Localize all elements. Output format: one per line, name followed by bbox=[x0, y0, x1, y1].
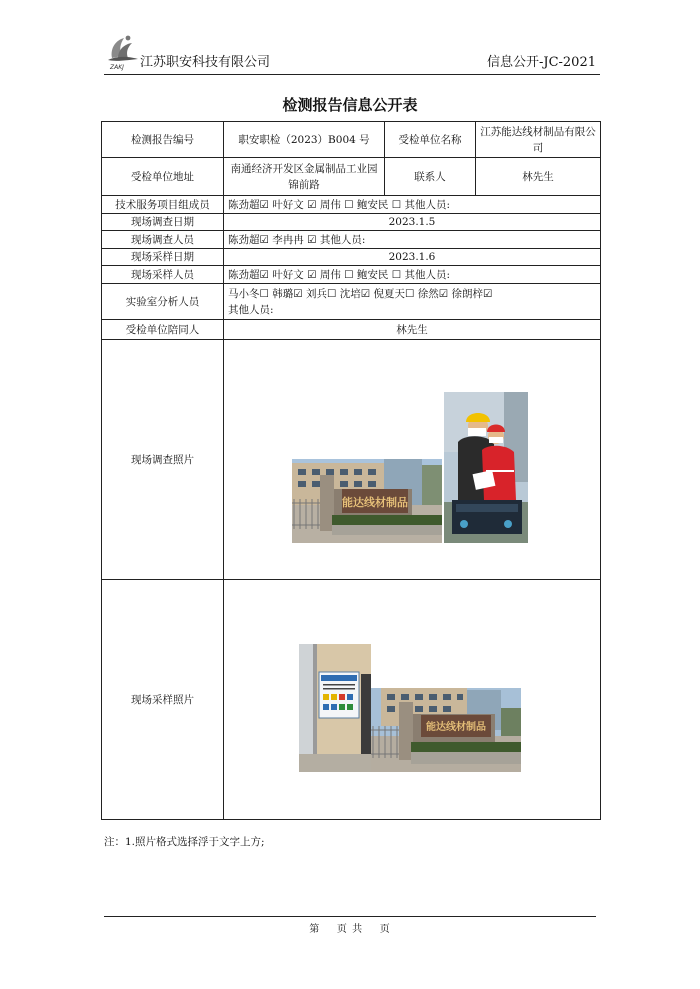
survey-photo-label: 现场调查照片 bbox=[102, 340, 224, 580]
escort-value: 林先生 bbox=[224, 320, 601, 340]
survey-date-label: 现场调查日期 bbox=[102, 214, 224, 231]
company-name: 江苏职安科技有限公司 bbox=[140, 55, 271, 70]
table-row bbox=[102, 214, 601, 231]
tech-team-value: 陈劲超☑ 叶好文 ☑ 周伟 ☐ 鲍安民 ☐ 其他人员: bbox=[224, 196, 601, 214]
sampling-sign-photo bbox=[299, 644, 371, 772]
survey-gate-photo bbox=[292, 459, 442, 543]
table-row bbox=[102, 196, 601, 214]
logo-text: ZAKJ bbox=[110, 64, 124, 71]
survey-workers-photo bbox=[444, 392, 528, 543]
page-header bbox=[104, 30, 600, 75]
company-logo bbox=[104, 32, 140, 72]
table-row bbox=[102, 320, 601, 340]
survey-staff-value: 陈劲超☑ 李冉冉 ☑ 其他人员: bbox=[224, 231, 601, 249]
sampling-staff-value: 陈劲超☑ 叶好文 ☑ 周伟 ☐ 鲍安民 ☐ 其他人员: bbox=[224, 266, 601, 284]
table-row bbox=[102, 122, 601, 158]
report-no-label: 检测报告编号 bbox=[102, 122, 224, 158]
sampling-date-value: 2023.1.6 bbox=[224, 249, 601, 266]
survey-gate-sign: 能达线材制品 bbox=[342, 496, 408, 509]
sampling-photo-label: 现场采样照片 bbox=[102, 580, 224, 820]
survey-staff-label: 现场调查人员 bbox=[102, 231, 224, 249]
contact-value: 林先生 bbox=[476, 158, 601, 196]
unit-name-value: 江苏能达线材制品有限公司 bbox=[476, 122, 601, 158]
unit-address-value: 南通经济开发区金属制品工业园锦前路 bbox=[224, 158, 385, 196]
lab-staff-cell bbox=[224, 284, 601, 320]
footer-rule bbox=[104, 916, 596, 917]
survey-date-value: 2023.1.5 bbox=[224, 214, 601, 231]
page-title: 检测报告信息公开表 bbox=[282, 96, 418, 114]
sampling-staff-label: 现场采样人员 bbox=[102, 266, 224, 284]
table-row bbox=[102, 249, 601, 266]
lab-staff-label: 实验室分析人员 bbox=[102, 284, 224, 320]
page-number: 第 页 共 页 bbox=[309, 924, 391, 935]
table-row bbox=[102, 266, 601, 284]
document-number: 信息公开-JC-2021 bbox=[486, 55, 596, 70]
table-row bbox=[102, 158, 601, 196]
unit-name-label: 受检单位名称 bbox=[385, 122, 476, 158]
footnote: 注：1.照片格式选择浮于文字上方; bbox=[104, 836, 265, 848]
tech-team-label: 技术服务项目组成员 bbox=[102, 196, 224, 214]
sampling-date-label: 现场采样日期 bbox=[102, 249, 224, 266]
sampling-gate-photo bbox=[371, 688, 521, 772]
table-row bbox=[102, 284, 601, 320]
contact-label: 联系人 bbox=[385, 158, 476, 196]
table-row bbox=[102, 231, 601, 249]
sampling-gate-sign: 能达线材制品 bbox=[426, 722, 486, 733]
lab-staff-value: 马小冬☐ 韩璐☑ 刘兵☐ 沈培☑ 倪夏天☐ 徐然☑ 徐朗梓☑ bbox=[228, 287, 493, 300]
report-no-value: 职安职检（2023）B004 号 bbox=[224, 122, 385, 158]
lab-staff-other: 其他人员: bbox=[228, 303, 274, 316]
escort-label: 受检单位陪同人 bbox=[102, 320, 224, 340]
unit-address-label: 受检单位地址 bbox=[102, 158, 224, 196]
